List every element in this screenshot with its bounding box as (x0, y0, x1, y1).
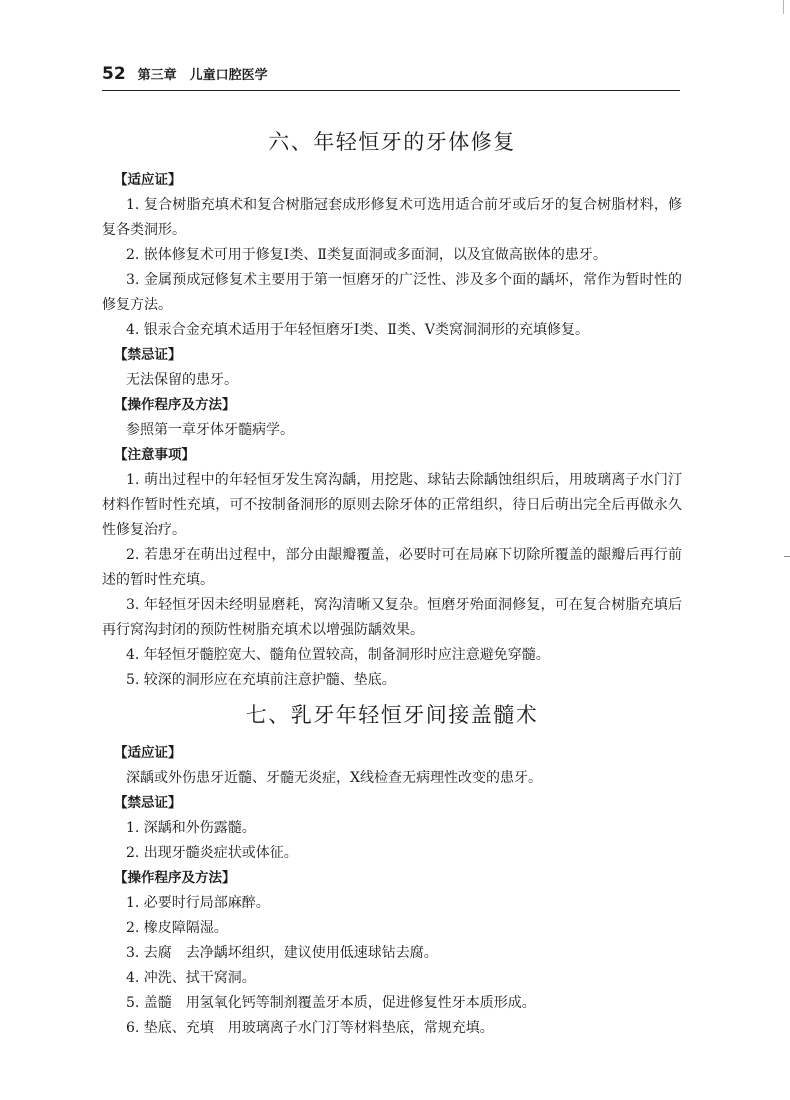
block-heading: 【注意事项】 (114, 447, 195, 463)
section-restoration (102, 126, 682, 693)
paragraph: 5. 盖髓 用氢氧化钙等制剂覆盖牙本质，促进修复性牙本质形成。 (126, 995, 536, 1011)
page-content (102, 118, 682, 1041)
section-title: 六、年轻恒牙的牙体修复 (268, 130, 516, 154)
paragraph: 4. 冲洗、拭干窝洞。 (126, 970, 256, 986)
block-heading: 【适应证】 (114, 745, 182, 761)
block-contraindications (102, 791, 682, 866)
block-procedure (102, 866, 682, 1041)
page-number: 52 (102, 64, 126, 84)
paragraph: 3. 年轻恒牙因未经明显磨耗，窝沟清晰又复杂。恒磨牙殆面洞修复，可在复合树脂充填后再行窝沟封闭的预防性树脂充填术以增强防龋效果。 (102, 597, 682, 638)
paragraph: 6. 垫底、充填 用玻璃离子水门汀等材料垫底，常规充填。 (126, 1020, 494, 1036)
paragraph: 1. 必要时行局部麻醉。 (126, 895, 270, 911)
section-indirect-pulp-capping (102, 699, 682, 1041)
crop-mark-top (783, 0, 784, 14)
paragraph: 1. 深龋和外伤露髓。 (126, 820, 256, 836)
block-heading: 【禁忌证】 (114, 795, 182, 811)
chapter-title: 第三章 儿童口腔医学 (137, 68, 268, 83)
paragraph: 4. 年轻恒牙髓腔宽大、髓角位置较高，制备洞形时应注意避免穿髓。 (126, 647, 550, 663)
paragraph: 2. 若患牙在萌出过程中，部分由龈瓣覆盖，必要时可在局麻下切除所覆盖的龈瓣后再行前述的暂时性充填。 (102, 547, 682, 588)
paragraph: 1. 萌出过程中的年轻恒牙发生窝沟龋，用挖匙、球钻去除龋蚀组织后，用玻璃离子水门汀材料作暂时性充填，可不按制备洞形的原则去除牙体的正常组织，待日后萌出完全后再做永久性修复治疗。 (102, 472, 682, 538)
block-contraindications (102, 343, 682, 393)
block-procedure (102, 393, 682, 443)
paragraph: 4. 银汞合金充填术适用于年轻恒磨牙Ⅰ类、Ⅱ类、Ⅴ类窝洞洞形的充填修复。 (126, 322, 589, 338)
paragraph: 5. 较深的洞形应在充填前注意护髓、垫底。 (126, 672, 396, 688)
block-precautions (102, 443, 682, 693)
section-title: 七、乳牙年轻恒牙间接盖髓术 (245, 703, 539, 727)
block-indications (102, 741, 682, 791)
block-heading: 【适应证】 (114, 172, 182, 188)
paragraph: 参照第一章牙体牙髓病学。 (126, 422, 294, 438)
paragraph: 深龋或外伤患牙近髓、牙髓无炎症，X线检查无病理性改变的患牙。 (126, 770, 542, 786)
block-heading: 【操作程序及方法】 (114, 397, 236, 413)
paragraph: 2. 嵌体修复术可用于修复Ⅰ类、Ⅱ类复面洞或多面洞，以及宜做高嵌体的患牙。 (126, 247, 607, 263)
paragraph: 1. 复合树脂充填术和复合树脂冠套成形修复术可选用适合前牙或后牙的复合树脂材料，修复各类洞形。 (102, 197, 682, 238)
block-indications (102, 168, 682, 343)
block-heading: 【禁忌证】 (114, 347, 182, 363)
paragraph: 无法保留的患牙。 (126, 372, 238, 388)
paragraph: 3. 去腐 去净龋坏组织，建议使用低速球钻去腐。 (126, 945, 438, 961)
page-header (102, 64, 680, 91)
paragraph: 2. 出现牙髓炎症状或体征。 (126, 845, 298, 861)
paragraph: 2. 橡皮障隔湿。 (126, 920, 228, 936)
paragraph: 3. 金属预成冠修复术主要用于第一恒磨牙的广泛性、涉及多个面的龋坏，常作为暂时性的修复方法。 (102, 272, 682, 313)
block-heading: 【操作程序及方法】 (114, 870, 236, 886)
crop-mark-side (784, 556, 790, 557)
